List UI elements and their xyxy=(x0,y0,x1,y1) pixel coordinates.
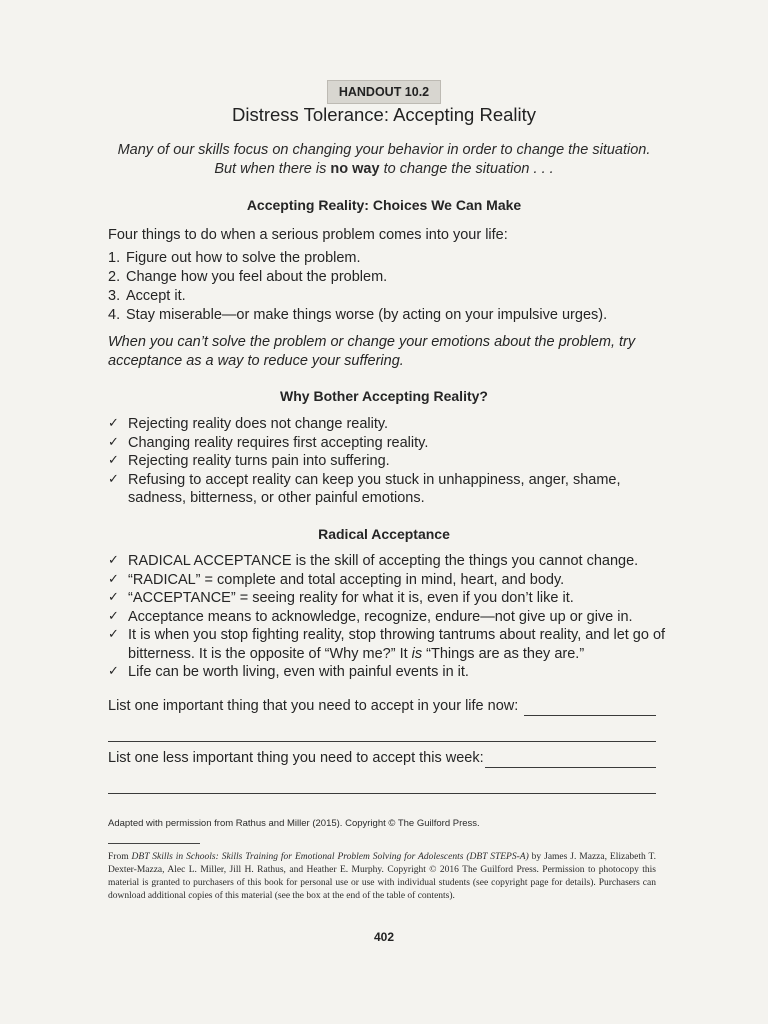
list-item xyxy=(108,663,668,682)
page-title: Distress Tolerance: Accepting Reality xyxy=(231,104,537,125)
item-number: 3. xyxy=(108,288,121,304)
intro-line-2-end: to change the situation . . . xyxy=(379,161,554,177)
item-text: Changing reality requires first accepting reality. xyxy=(128,434,429,451)
checkmark-icon: ✓ xyxy=(108,453,119,468)
citation xyxy=(108,851,656,903)
checkmark-icon: ✓ xyxy=(108,590,119,605)
why-checklist xyxy=(108,415,668,508)
item-number: 1. xyxy=(108,250,121,266)
checkmark-icon: ✓ xyxy=(108,416,119,431)
list-item xyxy=(108,434,668,453)
answer-line-important[interactable] xyxy=(524,715,656,716)
item-text: Acceptance means to acknowledge, recognize, endure—not give up or give in. xyxy=(128,608,633,625)
checkmark-icon: ✓ xyxy=(108,627,119,642)
item-text: Figure out how to solve the problem. xyxy=(126,250,361,266)
list-item xyxy=(108,626,668,663)
answer-line-less-important-2[interactable] xyxy=(108,793,656,794)
section-heading-radical: Radical Acceptance xyxy=(318,526,450,542)
item-text: Accept it. xyxy=(126,288,186,304)
item-number: 2. xyxy=(108,269,121,285)
citation-end: by James J. Mazza, Elizabeth T. Dexter-Mazza, Alec L. Miller, Jill H. Rathus, and Heather E. Murphy. Copyright © 2016 The Guilford Press. Permission to photocopy this material is granted to purchasers of this book for personal use or use with individual students (see copyright page for details). Purchasers can download additional copies of this material (see the box at the end of the table of contents). xyxy=(108,852,657,901)
intro-text xyxy=(60,141,708,179)
checkmark-icon: ✓ xyxy=(108,571,119,587)
list-item xyxy=(108,415,668,434)
prompt-important: List one important thing that you need to accept in your life now: xyxy=(108,698,519,714)
list-item xyxy=(108,571,668,590)
citation-start: From xyxy=(108,852,132,862)
list-item xyxy=(108,452,668,471)
item-text: “ACCEPTANCE” = seeing reality for what it is, even if you don’t like it. xyxy=(128,590,574,606)
footnote-divider xyxy=(108,843,200,844)
item-text: RADICAL ACCEPTANCE is the skill of accepting the things you cannot change. xyxy=(128,553,639,569)
checkmark-icon: ✓ xyxy=(108,664,119,679)
page-number: 402 xyxy=(373,930,395,944)
choices-lead-text: Four things to do when a serious problem comes into your life: xyxy=(108,227,508,243)
list-item xyxy=(108,306,668,325)
radical-checklist xyxy=(108,552,668,682)
checkmark-icon: ✓ xyxy=(108,434,119,450)
item-text xyxy=(128,626,668,663)
adapted-credit: Adapted with permission from Rathus and Miller (2015). Copyright © The Guilford Press. xyxy=(108,818,480,829)
item-text: Life can be worth living, even with painful events in it. xyxy=(128,664,469,680)
item-text: “RADICAL” = complete and total accepting in mind, heart, and body. xyxy=(128,571,565,588)
list-item xyxy=(108,552,668,571)
list-item xyxy=(108,471,668,508)
item-text: Rejecting reality turns pain into suffering. xyxy=(128,453,390,469)
item-text: Stay miserable—or make things worse (by acting on your impulsive urges). xyxy=(126,307,608,323)
checkmark-icon: ✓ xyxy=(108,471,119,487)
item-emphasis: is xyxy=(411,645,423,662)
list-item xyxy=(108,589,668,608)
list-item xyxy=(108,268,668,287)
prompt-less-important: List one less important thing you need to accept this week: xyxy=(108,750,484,766)
list-item xyxy=(108,287,668,306)
checkmark-icon: ✓ xyxy=(108,553,119,568)
list-item xyxy=(108,608,668,627)
item-text: Refusing to accept reality can keep you stuck in unhappiness, anger, shame, sadness, bitterness, or other painful emotions. xyxy=(128,471,621,506)
answer-line-less-important[interactable] xyxy=(485,767,656,768)
list-item xyxy=(108,249,668,268)
intro-line-2 xyxy=(60,160,708,179)
handout-badge: HANDOUT 10.2 xyxy=(327,80,441,104)
intro-line-1: Many of our skills focus on changing your behavior in order to change the situation. xyxy=(117,142,651,158)
checkmark-icon: ✓ xyxy=(108,608,119,624)
section-heading-why: Why Bother Accepting Reality? xyxy=(280,388,488,404)
item-text: Rejecting reality does not change reality. xyxy=(128,416,389,432)
citation-book-title: DBT Skills in Schools: Skills Training for Emotional Problem Solving for Adolescents (DBT STEPS-A) xyxy=(131,852,529,862)
item-number: 4. xyxy=(108,307,121,323)
intro-line-2-start: But when there is xyxy=(214,161,331,177)
item-text-part: “Things are as they are.” xyxy=(422,645,585,662)
section-heading-choices: Accepting Reality: Choices We Can Make xyxy=(246,197,522,213)
answer-line-important-2[interactable] xyxy=(108,741,656,742)
acceptance-note: When you can’t solve the problem or change your emotions about the problem, try acceptance as a way to reduce your suffering. xyxy=(108,334,636,369)
choices-list xyxy=(108,249,668,325)
item-text: Change how you feel about the problem. xyxy=(126,269,388,285)
intro-emphasis: no way xyxy=(330,161,380,177)
item-text-part: It is when you stop fighting reality, stop throwing tantrums about reality, and let go of bitterness. It is the opposite of “Why me?” It xyxy=(128,627,666,662)
